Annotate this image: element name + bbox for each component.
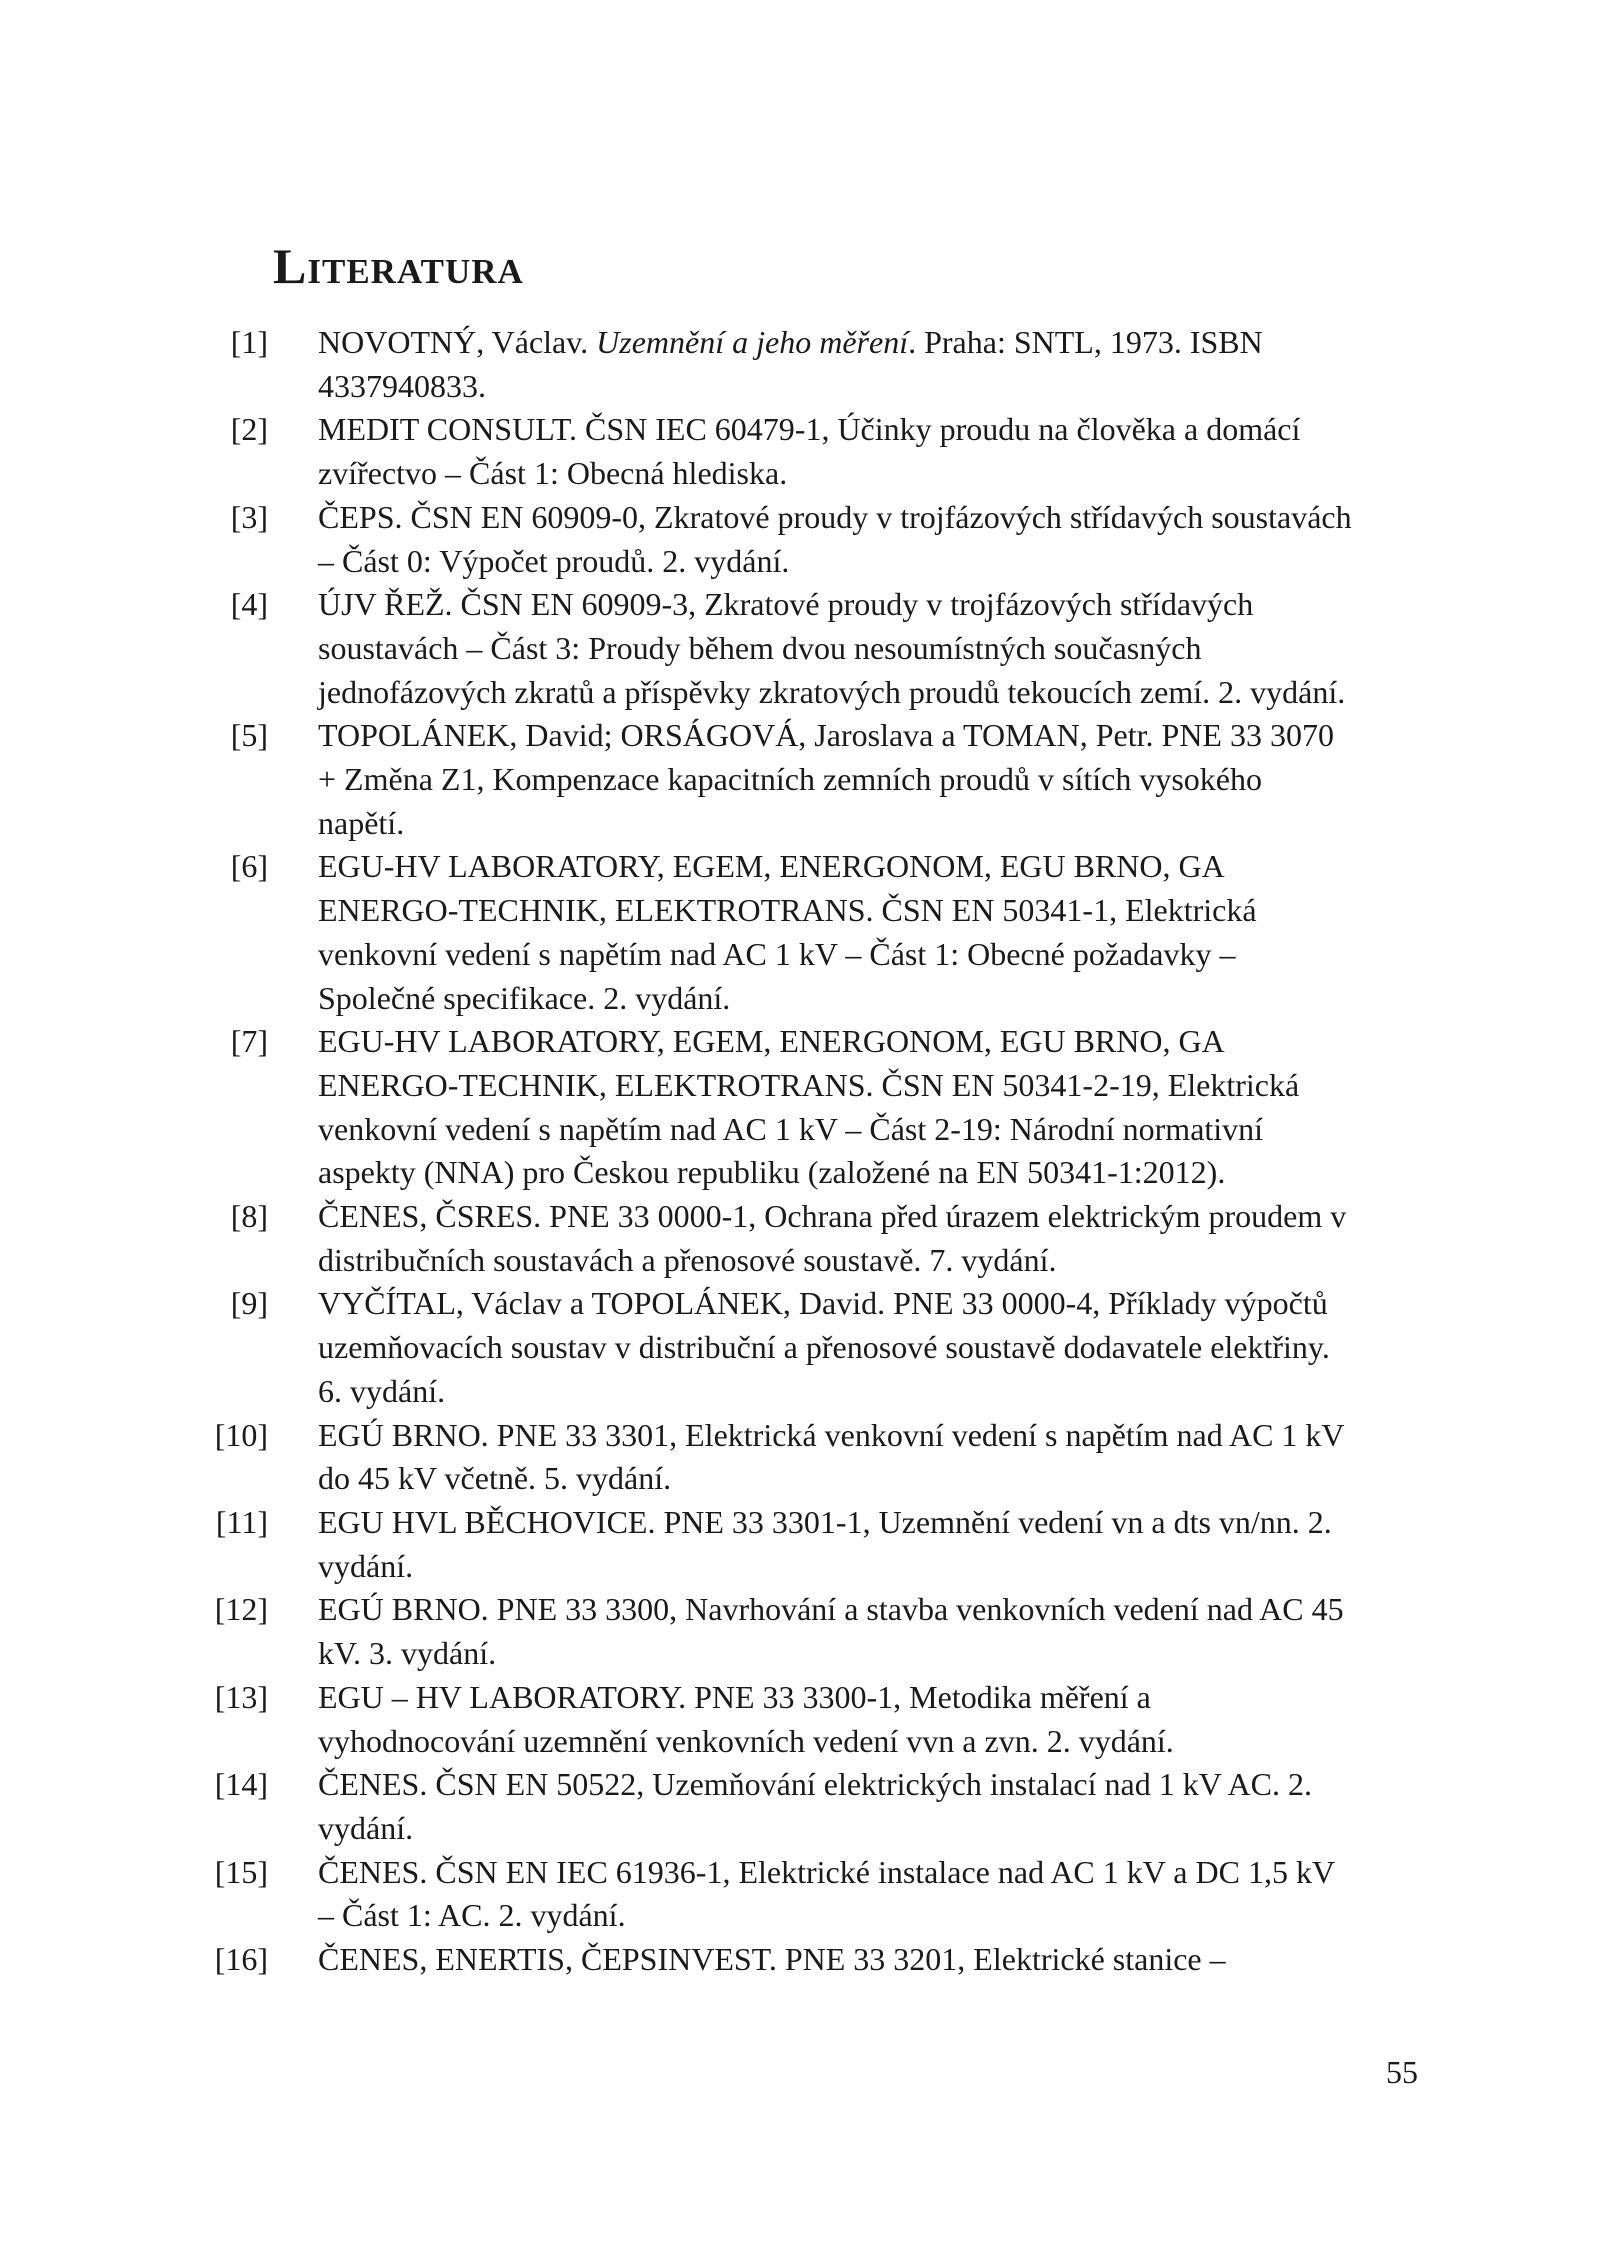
reference-segment: 6. vydání. (318, 1372, 446, 1409)
reference-item (0, 1851, 1600, 1938)
reference-segment: zvířectvo – Část 1: Obecná hlediska. (318, 455, 788, 492)
page-number: 55 (1386, 2054, 1418, 2090)
reference-line (318, 627, 1378, 671)
reference-line (318, 1894, 1378, 1938)
reference-item (0, 1588, 1600, 1675)
reference-number: [13] (214, 1678, 268, 1715)
reference-segment: venkovní vedení s napětím nad AC 1 kV – Část 2-19: Národní normativní (318, 1110, 1264, 1147)
reference-segment: napětí. (318, 804, 405, 841)
reference-segment: EGU HVL BĚCHOVICE. PNE 33 3301-1, Uzemnění vedení vn a dts vn/nn. 2. (318, 1503, 1332, 1540)
reference-line (318, 1676, 1378, 1720)
reference-segment: EGÚ BRNO. PNE 33 3300, Navrhování a stavba venkovních vedení nad AC 45 (318, 1591, 1344, 1628)
reference-line (318, 540, 1378, 584)
reference-item (0, 1282, 1600, 1413)
reference-text (318, 321, 1378, 408)
reference-segment: NOVOTNÝ, Václav. (318, 324, 597, 360)
reference-segment: ENERGO-TECHNIK, ELEKTROTRANS. ČSN EN 50341-2-19, Elektrická (318, 1066, 1300, 1103)
reference-segment: VYČÍTAL, Václav a TOPOLÁNEK, David. PNE 33 0000-4, Příklady výpočtů (318, 1285, 1328, 1322)
reference-number: [14] (214, 1766, 268, 1803)
reference-item (0, 408, 1600, 495)
reference-segment: MEDIT CONSULT. ČSN IEC 60479-1, Účinky proudu na člověka a domácí (318, 411, 1301, 448)
reference-line (318, 933, 1378, 977)
reference-number: [10] (214, 1416, 268, 1453)
reference-line (318, 408, 1378, 452)
reference-line (318, 1282, 1378, 1326)
reference-line (318, 496, 1378, 540)
reference-item (0, 583, 1600, 714)
reference-title-italic: Uzemnění a jeho měření (596, 324, 909, 360)
reference-text (318, 583, 1378, 714)
reference-segment: EGU – HV LABORATORY. PNE 33 3300-1, Metodika měření a (318, 1678, 1151, 1715)
reference-line (318, 1064, 1378, 1108)
reference-text (318, 845, 1378, 1020)
reference-item (0, 1020, 1600, 1195)
reference-line (318, 1108, 1378, 1152)
reference-line (318, 1763, 1378, 1807)
reference-item (0, 1414, 1600, 1501)
reference-number: [15] (214, 1853, 268, 1890)
reference-line (318, 1326, 1378, 1370)
reference-text (318, 1414, 1378, 1501)
reference-number: [1] (230, 324, 268, 360)
reference-line (318, 1239, 1378, 1283)
reference-line (318, 1588, 1378, 1632)
reference-line (318, 714, 1378, 758)
reference-line (318, 889, 1378, 933)
reference-number: [5] (230, 717, 268, 754)
reference-line (318, 1020, 1378, 1064)
reference-segment: venkovní vedení s napětím nad AC 1 kV – Část 1: Obecné požadavky – (318, 935, 1236, 972)
reference-segment: soustavách – Část 3: Proudy během dvou nesoumístných současných (318, 629, 1202, 666)
reference-item (0, 845, 1600, 1020)
reference-item (0, 1763, 1600, 1850)
reference-line (318, 1457, 1378, 1501)
reference-line (318, 977, 1378, 1021)
reference-segment: Společné specifikace. 2. vydání. (318, 979, 731, 1016)
reference-number: [12] (214, 1591, 268, 1628)
reference-segment: EGU-HV LABORATORY, EGEM, ENERGONOM, EGU BRNO, GA (318, 848, 1225, 885)
reference-text (318, 1763, 1378, 1850)
reference-segment: vyhodnocování uzemnění venkovních vedení vvn a zvn. 2. vydání. (318, 1722, 1174, 1759)
reference-number: [6] (230, 848, 268, 885)
reference-segment: ČENES, ČSRES. PNE 33 0000-1, Ochrana před úrazem elektrickým proudem v (318, 1198, 1347, 1235)
reference-line (318, 1195, 1378, 1239)
reference-item (0, 1195, 1600, 1282)
reference-item (0, 1501, 1600, 1588)
reference-line (318, 1545, 1378, 1589)
reference-text (318, 1282, 1378, 1413)
page-heading: Literatura (273, 238, 524, 294)
reference-item (0, 1676, 1600, 1763)
reference-number: [7] (230, 1023, 268, 1060)
reference-text (318, 714, 1378, 845)
reference-line (318, 321, 1378, 365)
reference-line (318, 845, 1378, 889)
reference-segment: distribučních soustavách a přenosové soustavě. 7. vydání. (318, 1241, 1057, 1278)
reference-text (318, 1851, 1378, 1938)
reference-segment: EGU-HV LABORATORY, EGEM, ENERGONOM, EGU BRNO, GA (318, 1023, 1225, 1060)
reference-segment: ENERGO-TECHNIK, ELEKTROTRANS. ČSN EN 50341-1, Elektrická (318, 892, 1257, 929)
reference-line (318, 671, 1378, 715)
reference-segment: vydání. (318, 1809, 414, 1846)
reference-text (318, 1588, 1378, 1675)
reference-segment: – Část 0: Výpočet proudů. 2. vydání. (318, 542, 790, 579)
reference-segment: + Změna Z1, Kompenzace kapacitních zemních proudů v sítích vysokého (318, 761, 1262, 798)
reference-number: [4] (230, 586, 268, 623)
reference-segment: – Část 1: AC. 2. vydání. (318, 1897, 626, 1934)
reference-segment: jednofázových zkratů a příspěvky zkratových proudů tekoucích zemí. 2. vydání. (318, 673, 1346, 710)
reference-text (318, 1501, 1378, 1588)
reference-item (0, 496, 1600, 583)
reference-segment: uzemňovacích soustav v distribuční a přenosové soustavě dodavatele elektřiny. (318, 1329, 1330, 1366)
reference-text (318, 1676, 1378, 1763)
reference-number: [11] (215, 1503, 268, 1540)
reference-segment: ČEPS. ČSN EN 60909-0, Zkratové proudy v trojfázových střídavých soustavách (318, 498, 1352, 535)
reference-segment: aspekty (NNA) pro Českou republiku (založené na EN 50341-1:2012). (318, 1154, 1226, 1191)
reference-line (318, 758, 1378, 802)
reference-line (318, 1414, 1378, 1458)
reference-segment: ČENES, ENERTIS, ČEPSINVEST. PNE 33 3201, Elektrické stanice – (318, 1941, 1226, 1978)
reference-line (318, 1807, 1378, 1851)
reference-number: [8] (230, 1198, 268, 1235)
reference-list (0, 321, 1600, 1982)
reference-segment: . Praha: SNTL, 1973. ISBN (908, 324, 1263, 360)
reference-number: [9] (230, 1285, 268, 1322)
reference-segment: EGÚ BRNO. PNE 33 3301, Elektrická venkovní vedení s napětím nad AC 1 kV (318, 1416, 1345, 1453)
reference-text (318, 1938, 1378, 1982)
reference-item (0, 321, 1600, 408)
reference-segment: ČENES. ČSN EN IEC 61936-1, Elektrické instalace nad AC 1 kV a DC 1,5 kV (318, 1853, 1336, 1890)
reference-number: [2] (230, 411, 268, 448)
reference-item (0, 714, 1600, 845)
reference-number: [16] (214, 1941, 268, 1978)
reference-item (0, 1938, 1600, 1982)
reference-line (318, 1632, 1378, 1676)
reference-segment: vydání. (318, 1547, 414, 1584)
reference-line (318, 1151, 1378, 1195)
reference-text (318, 496, 1378, 583)
reference-line (318, 1851, 1378, 1895)
reference-text (318, 1195, 1378, 1282)
reference-segment: 4337940833. (318, 367, 486, 404)
reference-line (318, 1501, 1378, 1545)
reference-segment: ÚJV ŘEŽ. ČSN EN 60909-3, Zkratové proudy v trojfázových střídavých (318, 586, 1254, 623)
reference-line (318, 365, 1378, 409)
reference-segment: do 45 kV včetně. 5. vydání. (318, 1460, 672, 1497)
reference-text (318, 1020, 1378, 1195)
reference-line (318, 452, 1378, 496)
reference-line (318, 1370, 1378, 1414)
reference-segment: TOPOLÁNEK, David; ORSÁGOVÁ, Jaroslava a TOMAN, Petr. PNE 33 3070 (318, 717, 1334, 754)
reference-number: [3] (230, 498, 268, 535)
reference-line (318, 1720, 1378, 1764)
reference-line (318, 583, 1378, 627)
reference-line (318, 1938, 1378, 1982)
reference-text (318, 408, 1378, 495)
reference-segment: ČENES. ČSN EN 50522, Uzemňování elektrických instalací nad 1 kV AC. 2. (318, 1766, 1312, 1803)
reference-line (318, 802, 1378, 846)
reference-segment: kV. 3. vydání. (318, 1635, 497, 1672)
